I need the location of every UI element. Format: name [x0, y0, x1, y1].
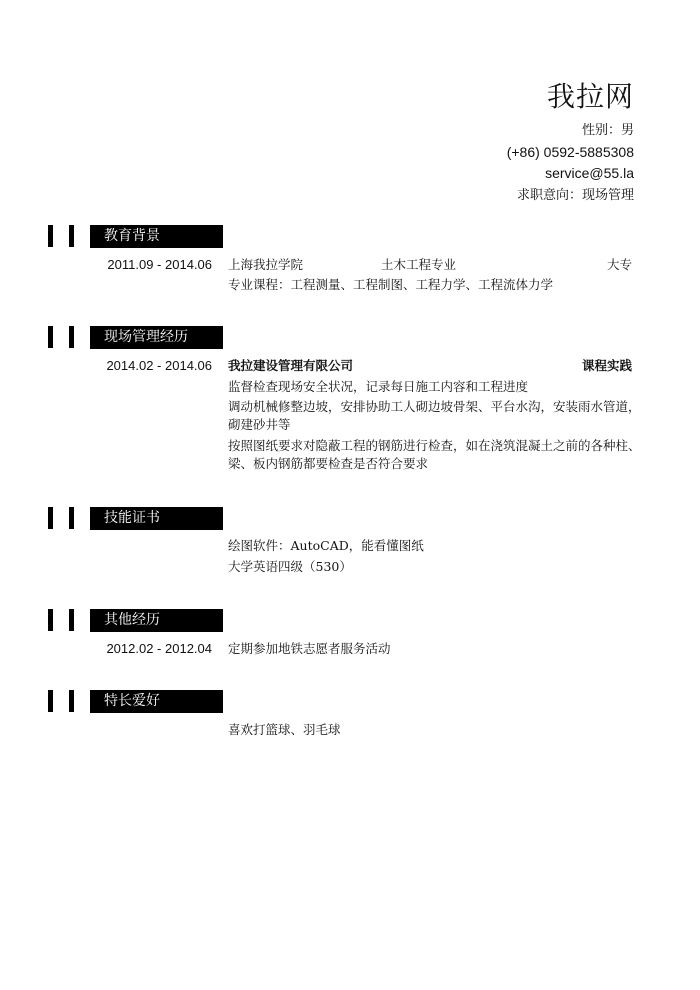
other-text: 定期参加地铁志愿者服务活动 — [228, 641, 391, 656]
courses: 专业课程：工程测量、工程制图、工程力学、工程流体力学 — [228, 277, 554, 292]
resume-header — [507, 78, 634, 206]
phone: (+86) 0592-5885308 — [506, 143, 634, 160]
section-marker — [48, 507, 53, 529]
experience-date: 2014.02 - 2014.06 — [106, 358, 212, 373]
degree: 大专 — [607, 257, 633, 272]
candidate-name: 我拉网 — [546, 80, 634, 113]
section-marker — [69, 690, 74, 712]
school-name: 上海我拉学院 — [228, 257, 304, 272]
section-marker — [69, 225, 74, 247]
skill-text: 绘图软件：AutoCAD，能看懂图纸 — [228, 538, 424, 553]
section-title: 现场管理经历 — [90, 326, 223, 349]
section-marker — [48, 690, 53, 712]
education-date: 2011.09 - 2014.06 — [107, 257, 212, 272]
section-title: 教育背景 — [90, 225, 223, 248]
major: 土木工程专业 — [381, 257, 457, 272]
section-marker — [69, 609, 74, 631]
section-marker — [69, 507, 74, 529]
gender: 性别：男 — [581, 123, 634, 138]
section-title: 特长爱好 — [90, 690, 223, 713]
company-name: 我拉建设管理有限公司 — [228, 358, 354, 373]
section-title: 其他经历 — [90, 609, 223, 632]
duty-text: 按照图纸要求对隐蔽工程的钢筋进行检查，如在浇筑混凝土之前的各种柱、梁、板内钢筋都要检查是否符合要求 — [228, 438, 641, 471]
duty-text: 监督检查现场安全状况，记录每日施工内容和工程进度 — [228, 379, 529, 394]
section-marker — [48, 225, 53, 247]
section-marker — [48, 609, 53, 631]
email: service@55.la — [545, 165, 634, 181]
experience-type: 课程实践 — [582, 358, 633, 373]
hobbies-text: 喜欢打篮球、羽毛球 — [228, 722, 341, 737]
job-objective: 求职意向：现场管理 — [516, 187, 634, 203]
section-marker — [48, 326, 53, 348]
other-date: 2012.02 - 2012.04 — [106, 641, 212, 656]
section-marker — [69, 326, 74, 348]
section-title: 技能证书 — [90, 507, 223, 530]
duty-text: 调动机械修整边坡，安排协助工人砌边坡骨架、平台水沟，安装雨水管道，砌建砂井等 — [228, 399, 641, 432]
skill-text: 大学英语四级（530） — [228, 559, 352, 574]
